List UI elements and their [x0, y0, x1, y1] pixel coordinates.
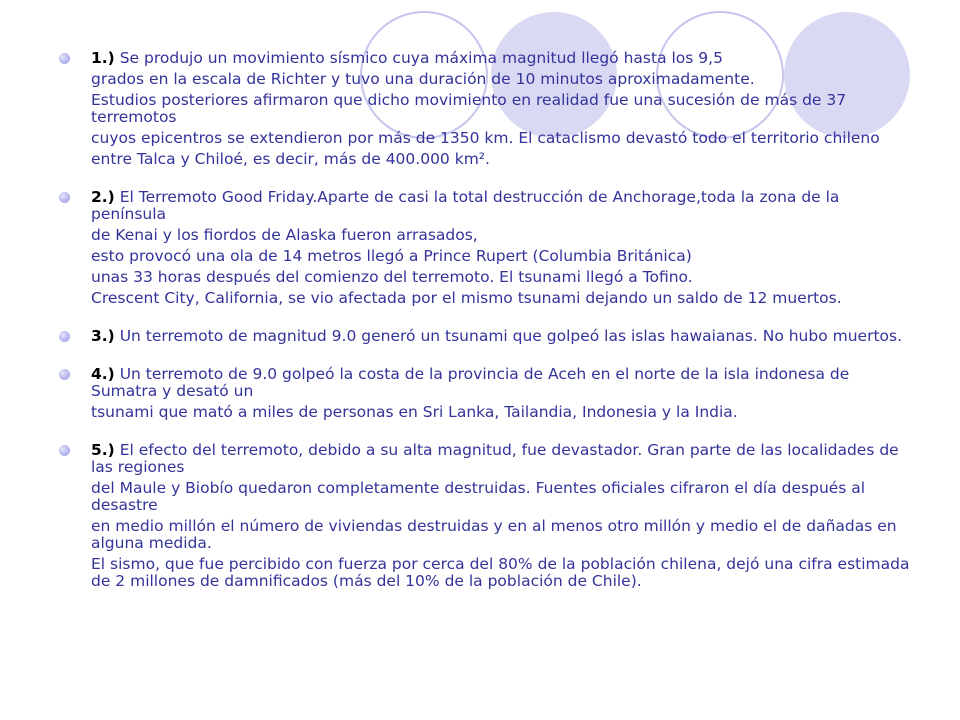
- item-text-line: tsunami que mató a miles de personas en Sri Lanka, Tailandia, Indonesia y la India.: [91, 403, 738, 421]
- item-number: 4.): [91, 365, 115, 383]
- item-text-line: [91, 50, 919, 67]
- item-text-line: de Kenai y los fiordos de Alaska fueron arrasados,: [91, 226, 478, 244]
- item-number: 5.): [91, 441, 115, 459]
- item-text: El efecto del terremoto, debido a su alta magnitud, fue devastador. Gran parte de las localidades de las regiones: [91, 441, 899, 476]
- item-text-line: grados en la escala de Richter y tuvo una duración de 10 minutos aproximadamente.: [91, 70, 755, 88]
- item-text-line: [91, 442, 919, 476]
- item-text: Se produjo un movimiento sísmico cuya máxima magnitud llegó hasta los 9,5: [119, 49, 723, 67]
- item-text-line: cuyos epicentros se extendieron por más de 1350 km. El cataclismo devastó todo el territorio chileno: [91, 129, 880, 147]
- list-item: [59, 442, 919, 590]
- item-text-line: [91, 366, 919, 400]
- item-text-line: unas 33 horas después del comienzo del terremoto. El tsunami llegó a Tofino.: [91, 268, 693, 286]
- item-text: El Terremoto Good Friday.Aparte de casi la total destrucción de Anchorage,toda la zona de la península: [91, 188, 840, 223]
- item-number: 1.): [91, 49, 115, 67]
- list-item: [59, 189, 919, 307]
- item-text-line: en medio millón el número de viviendas destruidas y en al menos otro millón y medio el de dañadas en alguna medida.: [91, 517, 897, 552]
- item-text-line: [91, 189, 919, 223]
- item-text-line: esto provocó una ola de 14 metros llegó a Prince Rupert (Columbia Británica): [91, 247, 692, 265]
- item-text-line: Crescent City, California, se vio afectada por el mismo tsunami dejando un saldo de 12 muertos.: [91, 289, 842, 307]
- list-item: [59, 50, 919, 168]
- bullet-list: [59, 50, 919, 590]
- item-text-line: entre Talca y Chiloé, es decir, más de 400.000 km².: [91, 150, 490, 168]
- bullet-icon: [59, 369, 70, 380]
- bullet-icon: [59, 331, 70, 342]
- list-item: [59, 366, 919, 421]
- list-item: [59, 328, 919, 345]
- item-text-line: Estudios posteriores afirmaron que dicho movimiento en realidad fue una sucesión de más de 37 terremotos: [91, 91, 847, 126]
- item-text: Un terremoto de magnitud 9.0 generó un tsunami que golpeó las islas hawaianas. No hubo muertos.: [119, 327, 903, 345]
- item-text-line: [91, 328, 919, 345]
- item-text-line: del Maule y Biobío quedaron completamente destruidas. Fuentes oficiales cifraron el día después al desastre: [91, 479, 866, 514]
- item-number: 2.): [91, 188, 115, 206]
- item-number: 3.): [91, 327, 115, 345]
- item-text-line: El sismo, que fue percibido con fuerza por cerca del 80% de la población chilena, dejó una cifra estimada de 2 millones de damnificados (más del 10% de la población de Chile).: [91, 555, 910, 590]
- bullet-icon: [59, 192, 70, 203]
- item-text: Un terremoto de 9.0 golpeó la costa de la provincia de Aceh en el norte de la isla indonesa de Sumatra y desató un: [91, 365, 850, 400]
- bullet-icon: [59, 53, 70, 64]
- bullet-icon: [59, 445, 70, 456]
